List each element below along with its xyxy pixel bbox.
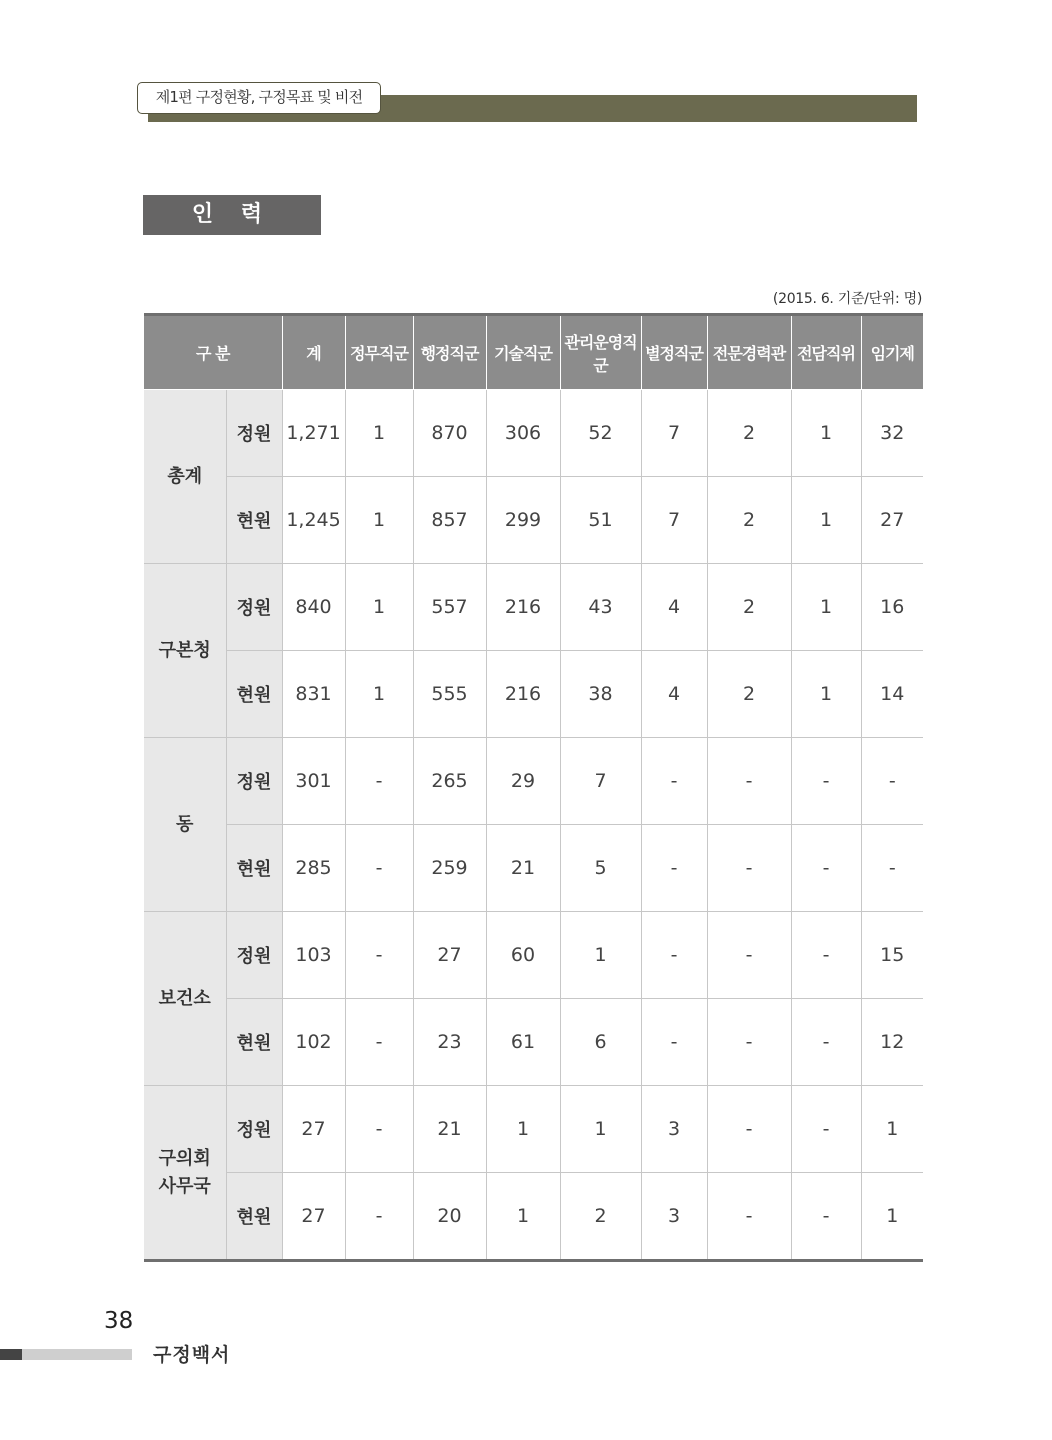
table-cell: 301 bbox=[282, 738, 345, 825]
group-label: 총계 bbox=[144, 390, 226, 564]
table-cell: 20 bbox=[413, 1173, 486, 1261]
table-cell: 27 bbox=[413, 912, 486, 999]
table-cell: 2 bbox=[707, 564, 791, 651]
table-cell: 3 bbox=[641, 1173, 707, 1261]
table-header-row bbox=[144, 315, 923, 390]
table-cell: - bbox=[707, 1173, 791, 1261]
table-cell: 259 bbox=[413, 825, 486, 912]
table-cell: 51 bbox=[560, 477, 641, 564]
table-cell: 1 bbox=[345, 651, 413, 738]
table-row bbox=[144, 999, 923, 1086]
table-cell: - bbox=[861, 738, 923, 825]
table-cell: - bbox=[791, 999, 861, 1086]
staffing-table bbox=[144, 313, 923, 1262]
row-label: 현원 bbox=[226, 999, 282, 1086]
table-cell: 1 bbox=[791, 477, 861, 564]
table-cell: 38 bbox=[560, 651, 641, 738]
table-cell: 1 bbox=[345, 477, 413, 564]
table-cell: 870 bbox=[413, 390, 486, 477]
table-cell: - bbox=[707, 1086, 791, 1173]
table-cell: - bbox=[641, 738, 707, 825]
table-cell: 2 bbox=[707, 477, 791, 564]
table-cell: 216 bbox=[486, 564, 560, 651]
row-label: 정원 bbox=[226, 738, 282, 825]
group-label: 보건소 bbox=[144, 912, 226, 1086]
table-cell: 2 bbox=[560, 1173, 641, 1261]
table-cell: 3 bbox=[641, 1086, 707, 1173]
table-cell: 7 bbox=[641, 477, 707, 564]
table-row bbox=[144, 825, 923, 912]
table-cell: - bbox=[791, 1173, 861, 1261]
table-cell: - bbox=[345, 825, 413, 912]
table-cell: 1 bbox=[345, 390, 413, 477]
table-row bbox=[144, 564, 923, 651]
column-header: 계 bbox=[282, 315, 345, 390]
footer-bar-light bbox=[22, 1349, 132, 1360]
row-label: 현원 bbox=[226, 1173, 282, 1261]
table-cell: - bbox=[345, 1173, 413, 1261]
column-header: 기술직군 bbox=[486, 315, 560, 390]
column-header: 관리운영직군 bbox=[560, 315, 641, 390]
table-row bbox=[144, 477, 923, 564]
table-row bbox=[144, 651, 923, 738]
table-cell: - bbox=[791, 912, 861, 999]
book-title: 구정백서 bbox=[153, 1344, 231, 1366]
table-cell: - bbox=[791, 1086, 861, 1173]
chapter-label: 제1편 구정현황, 구정목표 및 비전 bbox=[137, 82, 381, 114]
table-cell: 1 bbox=[861, 1086, 923, 1173]
table-cell: 857 bbox=[413, 477, 486, 564]
table-cell: - bbox=[345, 999, 413, 1086]
table-cell: 299 bbox=[486, 477, 560, 564]
table-cell: 840 bbox=[282, 564, 345, 651]
table-cell: - bbox=[707, 912, 791, 999]
row-label: 정원 bbox=[226, 1086, 282, 1173]
table-cell: 4 bbox=[641, 564, 707, 651]
unit-note: (2015. 6. 기준/단위: 명) bbox=[772, 291, 922, 307]
table-cell: - bbox=[641, 825, 707, 912]
table-cell: 27 bbox=[861, 477, 923, 564]
group-label: 구의회 사무국 bbox=[144, 1086, 226, 1261]
table-cell: - bbox=[861, 825, 923, 912]
table-cell: 1 bbox=[345, 564, 413, 651]
table-cell: 61 bbox=[486, 999, 560, 1086]
table-cell: 4 bbox=[641, 651, 707, 738]
table-cell: - bbox=[707, 825, 791, 912]
table-cell: 555 bbox=[413, 651, 486, 738]
table-cell: 15 bbox=[861, 912, 923, 999]
table-cell: 1,245 bbox=[282, 477, 345, 564]
column-header: 임기제 bbox=[861, 315, 923, 390]
table-cell: 5 bbox=[560, 825, 641, 912]
table-cell: 21 bbox=[486, 825, 560, 912]
table-cell: 6 bbox=[560, 999, 641, 1086]
table-cell: 2 bbox=[707, 390, 791, 477]
table-cell: 1 bbox=[560, 1086, 641, 1173]
table-cell: 1,271 bbox=[282, 390, 345, 477]
table-row bbox=[144, 1086, 923, 1173]
footer-bar-dark bbox=[0, 1349, 22, 1360]
table-cell: - bbox=[641, 912, 707, 999]
row-label: 정원 bbox=[226, 912, 282, 999]
row-label: 현원 bbox=[226, 825, 282, 912]
table-cell: - bbox=[791, 825, 861, 912]
table-cell: 831 bbox=[282, 651, 345, 738]
section-title: 인 력 bbox=[143, 195, 321, 235]
table-row bbox=[144, 1173, 923, 1261]
table-cell: 43 bbox=[560, 564, 641, 651]
table-cell: - bbox=[707, 999, 791, 1086]
group-label: 구본청 bbox=[144, 564, 226, 738]
table-cell: 14 bbox=[861, 651, 923, 738]
table-row bbox=[144, 912, 923, 999]
row-label: 현원 bbox=[226, 477, 282, 564]
table-row bbox=[144, 390, 923, 477]
table-cell: 52 bbox=[560, 390, 641, 477]
table-cell: 102 bbox=[282, 999, 345, 1086]
table-cell: 1 bbox=[486, 1173, 560, 1261]
table-cell: - bbox=[707, 738, 791, 825]
table-cell: 7 bbox=[641, 390, 707, 477]
column-header: 행정직군 bbox=[413, 315, 486, 390]
table-cell: 1 bbox=[861, 1173, 923, 1261]
table-cell: 1 bbox=[791, 651, 861, 738]
column-header: 전담직위 bbox=[791, 315, 861, 390]
row-label: 현원 bbox=[226, 651, 282, 738]
column-header: 별정직군 bbox=[641, 315, 707, 390]
table-cell: 23 bbox=[413, 999, 486, 1086]
table-cell: 16 bbox=[861, 564, 923, 651]
column-header: 전문경력관 bbox=[707, 315, 791, 390]
table-cell: 1 bbox=[486, 1086, 560, 1173]
group-header: 구 분 bbox=[144, 315, 282, 390]
table-cell: 306 bbox=[486, 390, 560, 477]
table-cell: - bbox=[641, 999, 707, 1086]
table-cell: 32 bbox=[861, 390, 923, 477]
table-cell: 1 bbox=[791, 564, 861, 651]
table-cell: - bbox=[791, 738, 861, 825]
column-header: 정무직군 bbox=[345, 315, 413, 390]
table-cell: - bbox=[345, 1086, 413, 1173]
table-cell: - bbox=[345, 738, 413, 825]
table-cell: 7 bbox=[560, 738, 641, 825]
table-cell: 557 bbox=[413, 564, 486, 651]
table-cell: 29 bbox=[486, 738, 560, 825]
table-cell: 27 bbox=[282, 1173, 345, 1261]
table-cell: - bbox=[345, 912, 413, 999]
table-cell: 12 bbox=[861, 999, 923, 1086]
row-label: 정원 bbox=[226, 564, 282, 651]
table-row bbox=[144, 738, 923, 825]
page-number: 38 bbox=[104, 1308, 134, 1334]
table-cell: 2 bbox=[707, 651, 791, 738]
table-cell: 21 bbox=[413, 1086, 486, 1173]
row-label: 정원 bbox=[226, 390, 282, 477]
table-cell: 103 bbox=[282, 912, 345, 999]
table-cell: 60 bbox=[486, 912, 560, 999]
group-label: 동 bbox=[144, 738, 226, 912]
table-cell: 285 bbox=[282, 825, 345, 912]
table-cell: 27 bbox=[282, 1086, 345, 1173]
table-cell: 265 bbox=[413, 738, 486, 825]
table-cell: 1 bbox=[560, 912, 641, 999]
table-cell: 216 bbox=[486, 651, 560, 738]
table-cell: 1 bbox=[791, 390, 861, 477]
